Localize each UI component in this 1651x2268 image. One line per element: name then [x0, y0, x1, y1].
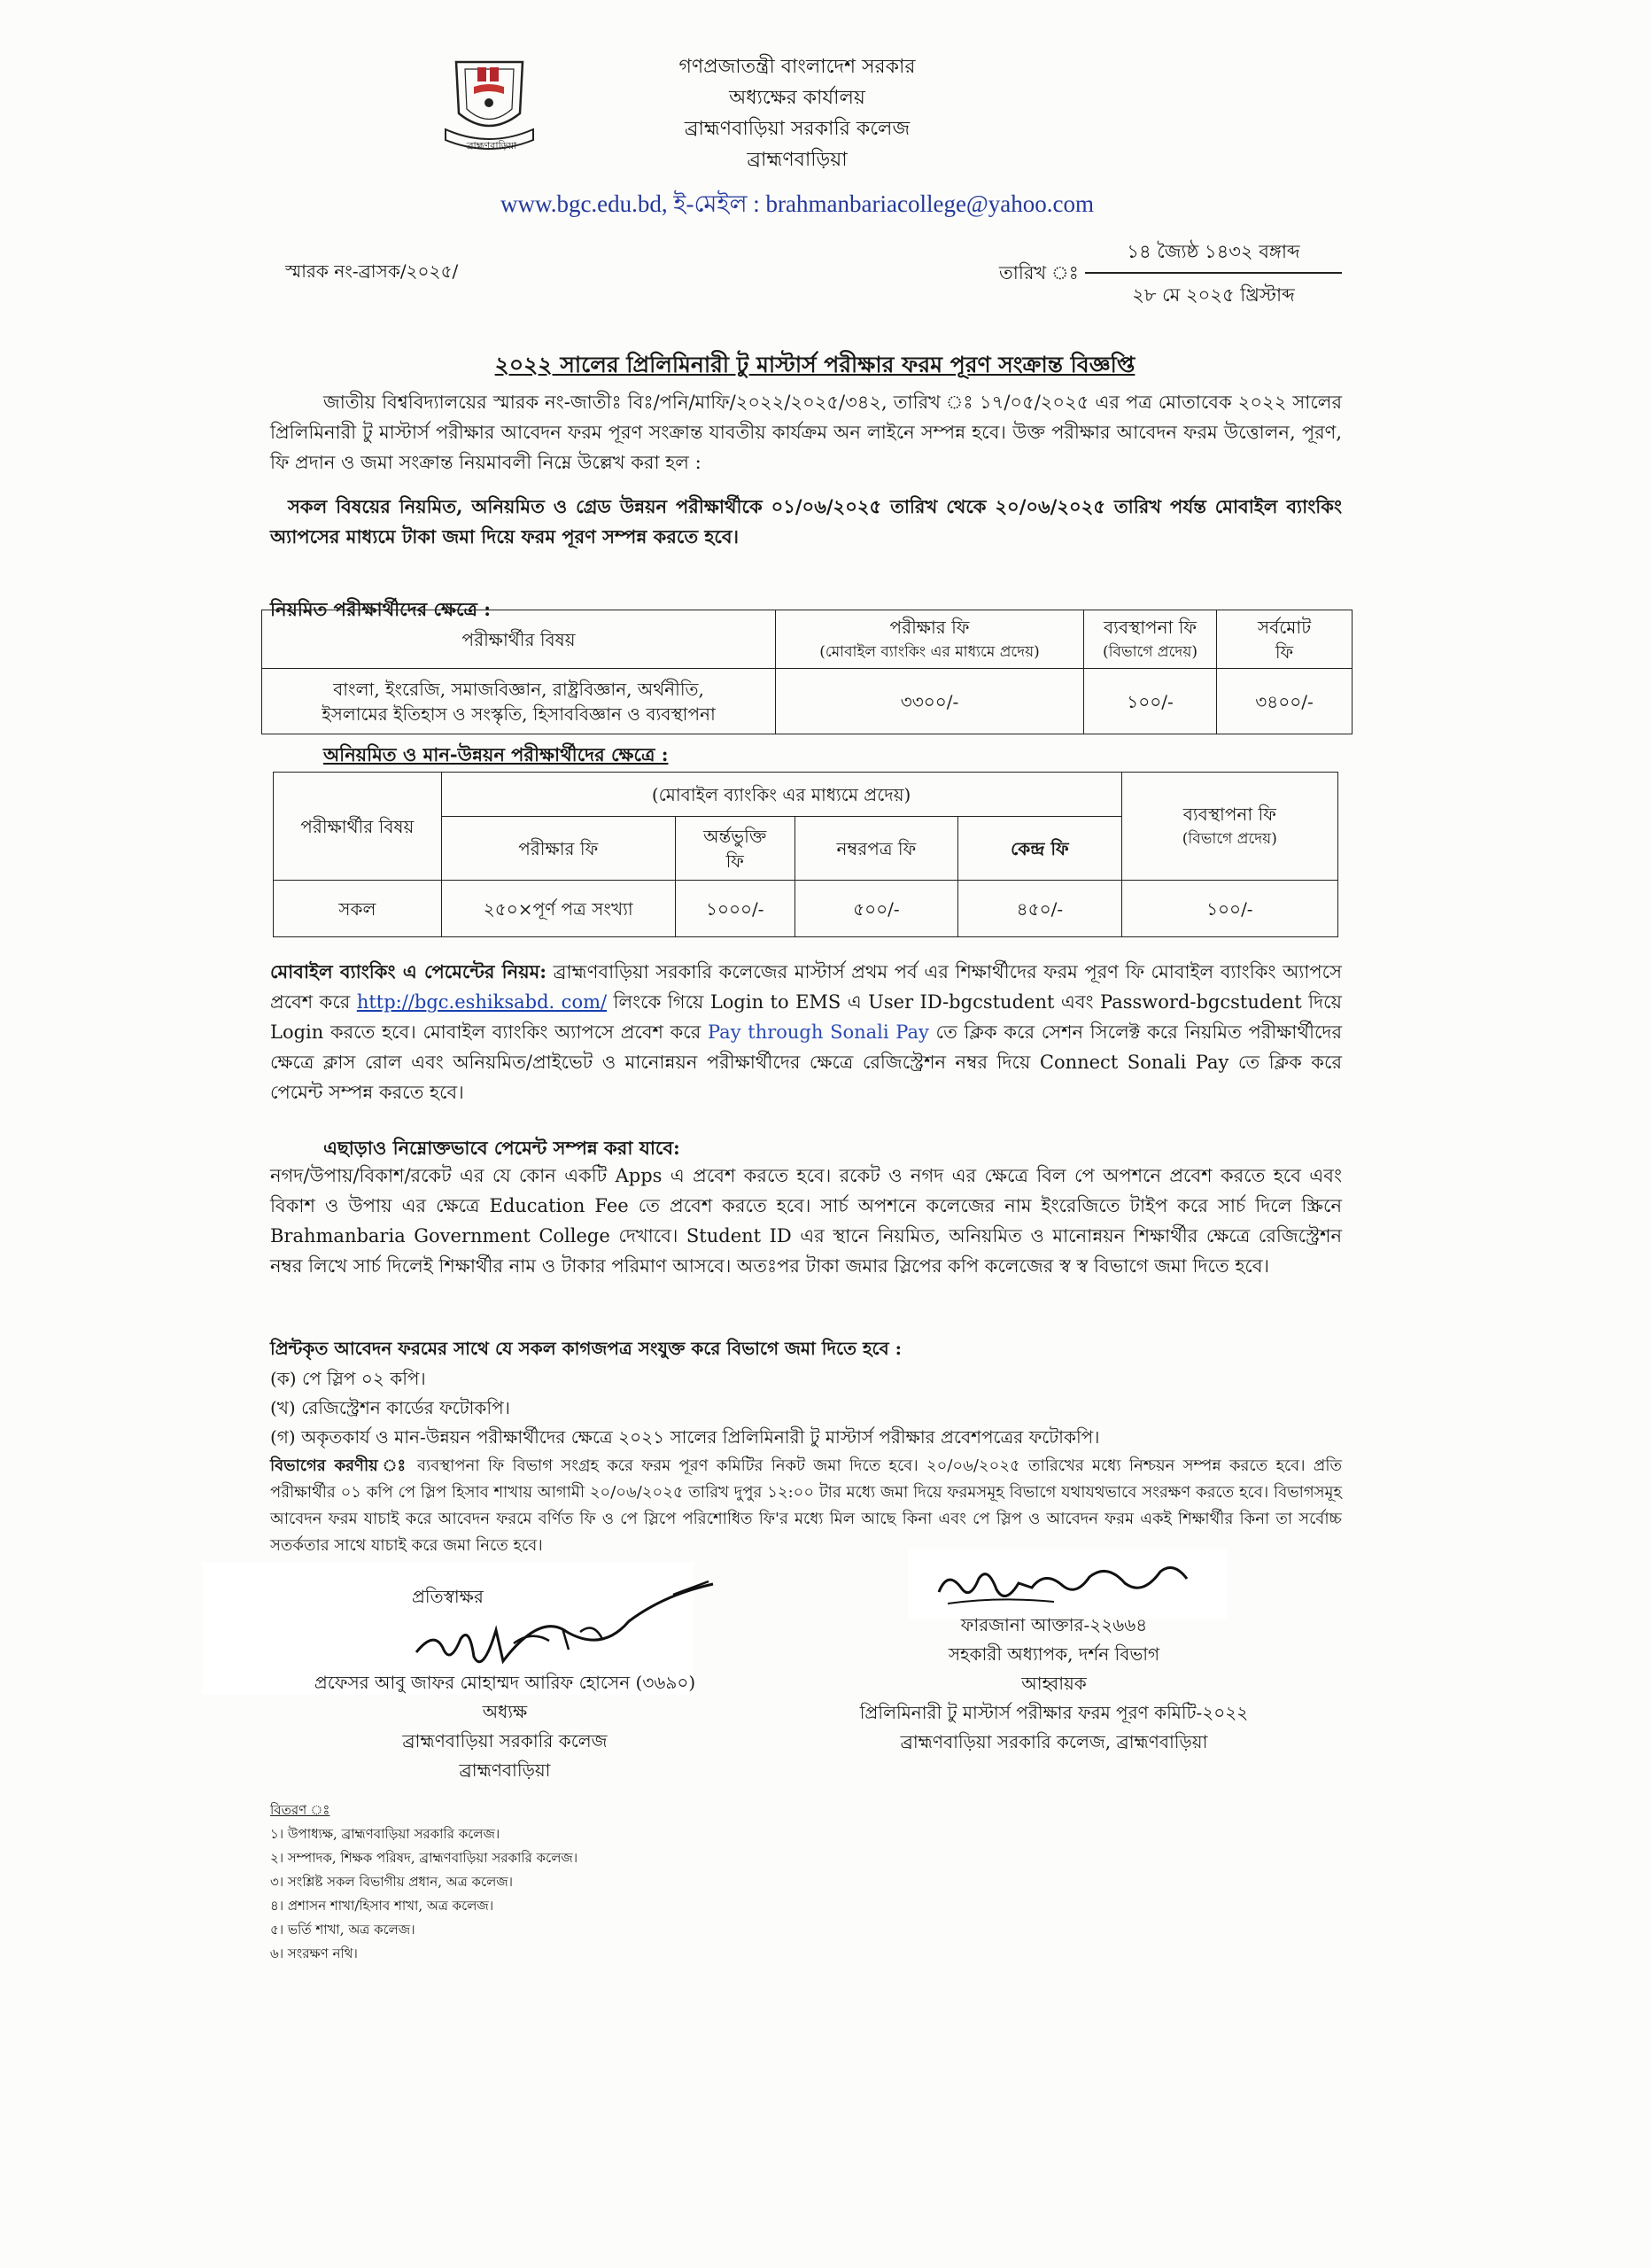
header-cell: পরীক্ষার ফি — [441, 817, 675, 881]
convener-name: ফারজানা আক্তার-২২৬৬৪ — [960, 1614, 1148, 1635]
header-cell — [776, 610, 1084, 669]
table-cell — [262, 669, 776, 734]
sonali-pay-text: Pay through Sonali Pay — [708, 1021, 929, 1043]
table-cell: ৩৩০০/- — [776, 669, 1084, 734]
letterhead — [549, 51, 1045, 175]
documents-heading: প্রিন্টকৃত আবেদন ফরমের সাথে যে সকল কাগজপত্র সংযুক্ত করে বিভাগে জমা দিতে হবে : — [270, 1338, 903, 1359]
distribution-list — [270, 1798, 577, 1966]
convener-block — [833, 1611, 1275, 1757]
cell-text: ব্যবস্থাপনা ফি — [1182, 803, 1276, 825]
header-cell: নম্বরপত্র ফি — [794, 817, 958, 881]
table-row — [262, 610, 1353, 669]
web-email-line: www.bgc.edu.bd, ই-মেইল : brahmanbariacollege@yahoo.com — [500, 190, 1095, 217]
header-cell — [675, 817, 794, 881]
list-item: ৪। প্রশাসন শাখা/হিসাব শাখা, অত্র কলেজ। — [270, 1898, 494, 1914]
date-english: ২৮ মে ২০২৫ খ্রিস্টাব্দ — [1132, 284, 1295, 306]
countersign-label — [239, 1582, 771, 1612]
header-cell — [1217, 610, 1353, 669]
list-item: ১। উপাধ্যক্ষ, ব্রাহ্মণবাড়িয়া সরকারি কলেজ। — [270, 1826, 500, 1842]
table-cell: ১০০/- — [1121, 881, 1337, 937]
payment-text-3: তে ক্লিক করে সেশন সিলেক্ট করে নিয়মিত পরীক্ষার্থীদের ক্ষেত্রে ক্লাস রোল এবং অনিয়মিত/প্রাইভেট ও মানোন্নয়ন পরীক্ষার্থীদের ক্ষেত্রে রেজিস্ট্রেশন নম্বর দিয়ে Connect Sonali Pay তে ক্লিক করে পেমেন্ট সম্পন্ন করতে হবে। — [270, 1021, 1343, 1103]
header-cell — [1084, 610, 1217, 669]
table-cell: ১০০/- — [1084, 669, 1217, 734]
header-cell: কেন্দ্র ফি — [958, 817, 1121, 881]
payment-rules-paragraph — [270, 957, 1342, 1107]
list-item: ৫। ভর্তি শাখা, অত্র কলেজ। — [270, 1922, 415, 1938]
list-item: ৬। সংরক্ষণ নথি। — [270, 1946, 358, 1961]
committee-name: প্রিলিমিনারী টু মাস্টার্স পরীক্ষার ফরম পূরণ কমিটি-২০২২ — [859, 1702, 1249, 1723]
header-cell: পরীক্ষার্থীর বিষয় — [274, 773, 442, 881]
date-block — [1085, 237, 1342, 312]
city-line: ব্রাহ্মণবাড়িয়া — [747, 149, 848, 171]
table-cell: ২৫০×পূর্ণ পত্র সংখ্যা — [441, 881, 675, 937]
distribution-heading: বিতরণ ঃ — [270, 1802, 330, 1818]
date-label: তারিখ ঃ — [999, 262, 1079, 284]
office-line: অধ্যক্ষের কার্যালয় — [729, 87, 865, 109]
principal-block — [239, 1668, 771, 1785]
table-row — [262, 669, 1353, 734]
countersign-text: প্রতিস্বাক্ষর — [412, 1586, 484, 1607]
header-cell — [262, 610, 776, 669]
list-item: (গ) অকৃতকার্য ও মান-উন্নয়ন পরীক্ষার্থীদের ক্ষেত্রে ২০২১ সালের প্রিলিমিনারী টু মাস্টার্স পরীক্ষার প্রবেশপত্রের ফটোকপি। — [270, 1426, 1100, 1448]
payment-text-2: লিংকে গিয়ে Login to EMS এ User ID-bgcstudent এবং Password-bgcstudent দিয়ে Login করতে হবে। মোবাইল ব্যাংকিং অ্যাপসে প্রবেশ করে — [270, 991, 1342, 1043]
other-payment-heading: এছাড়াও নিম্নোক্তভাবে পেমেন্ট সম্পন্ন করা যাবে: — [323, 1137, 680, 1159]
cell-text: পরীক্ষার্থীর বিষয় — [461, 628, 576, 650]
other-payment-paragraph: নগদ/উপায়/বিকাশ/রকেট এর যে কোন একটি Apps এ প্রবেশ করতে হবে। রকেট ও নগদ এর ক্ষেত্রে বিল পে অপশনে প্রবেশ করতে হবে এবং বিকাশ ও উপায় এর ক্ষেত্রে Education Fee তে প্রবেশ করতে হবে। সার্চ অপশনে কলেজের নাম ইংরেজিতে টাইপ করে সার্চ দিলে স্ক্রিনে Brahmanbaria Government College দেখাবে। Student ID এর স্থানে নিয়মিত, অনিয়মিত ও মানোন্নয়ন শিক্ষার্থীর ক্ষেত্রে রেজিস্ট্রেশন নম্বর লিখে সার্চ দিলেই শিক্ষার্থীর নাম ও টাকার পরিমাণ আসবে। অতঃপর টাকা জমার স্লিপের কপি কলেজের স্ব স্ব বিভাগে জমা দিতে হবে। — [270, 1165, 1342, 1277]
list-item: (ক) পে স্লিপ ০২ কপি। — [270, 1368, 426, 1389]
college-line: ব্রাহ্মণবাড়িয়া সরকারি কলেজ — [684, 118, 911, 140]
memo-number: স্মারক নং-ব্রাসক/২০২৫/ — [285, 260, 459, 282]
cell-text: পরীক্ষার ফি — [889, 616, 970, 638]
principal-name: প্রফেসর আবু জাফর মোহাম্মদ আরিফ হোসেন (৩৬৯০) — [314, 1672, 696, 1693]
irregular-fee-table — [273, 772, 1338, 937]
deadline-paragraph: সকল বিষয়ের নিয়মিত, অনিয়মিত ও গ্রেড উন্নয়ন পরীক্ষার্থীকে ০১/০৬/২০২৫ তারিখ থেকে ২০/০৬/২০২৫ তারিখ পর্যন্ত মোবাইল ব্যাংকিং অ্যাপসের মাধ্যমে টাকা জমা দিয়ে ফরম পূরণ সম্পন্ন করতে হবে। — [270, 495, 1342, 548]
govt-line: গণপ্রজাতন্ত্রী বাংলাদেশ সরকার — [678, 56, 916, 78]
cell-text: (বিভাগে প্রদেয়) — [1182, 829, 1277, 848]
payment-text-1: ব্রাহ্মণবাড়িয়া সরকারি কলেজের মাস্টার্স প্রথম পর্ব এর শিক্ষার্থীদের ফরম পূরণ ফি মোবাইল ব্যাংকিং অ্যাপসে প্রবেশ করে — [270, 961, 1342, 1013]
table-row — [274, 881, 1338, 937]
table-cell: ১০০০/- — [675, 881, 794, 937]
list-item: (খ) রেজিস্ট্রেশন কার্ডের ফটোকপি। — [270, 1397, 510, 1418]
date-bangla: ১৪ জ্যৈষ্ঠ ১৪৩২ বঙ্গাব্দ — [1085, 237, 1342, 274]
table-cell: ৩৪০০/- — [1217, 669, 1353, 734]
principal-org: ব্রাহ্মণবাড়িয়া সরকারি কলেজ — [402, 1730, 608, 1751]
irregular-heading: অনিয়মিত ও মান-উন্নয়ন পরীক্ষার্থীদের ক্ষেত্রে : — [323, 743, 669, 765]
table-cell: ৪৫০/- — [958, 881, 1121, 937]
header-cell: (মোবাইল ব্যাংকিং এর মাধ্যমে প্রদেয়) — [441, 773, 1121, 817]
cell-text: ইসলামের ইতিহাস ও সংস্কৃতি, হিসাববিজ্ঞান ও ব্যবস্থাপনা — [322, 703, 716, 725]
table-row — [274, 773, 1338, 817]
regular-fee-table — [261, 610, 1353, 734]
payment-heading: মোবাইল ব্যাংকিং এ পেমেন্টের নিয়ম: — [270, 960, 546, 983]
cell-text: সর্বমোট — [1257, 616, 1312, 638]
cell-text: অর্ন্তভুক্তি — [703, 825, 767, 847]
duty-label: বিভাগের করণীয় ঃ — [270, 1456, 409, 1475]
cell-text: ফি — [1275, 641, 1294, 663]
intro-paragraph: জাতীয় বিশ্ববিদ্যালয়ের স্মারক নং-জাতীঃ বিঃ/পনি/মাফি/২০২২/২০২৫/৩৪২, তারিখ ঃ ১৭/০৫/২০২৫ এর পত্র মোতাবেক ২০২২ সালের প্রিলিমিনারী টু মাস্টার্স পরীক্ষার আবেদন ফরম পূরণ সংক্রান্ত যাবতীয় কার্যক্রম অন লাইনে সম্পন্ন হবে। উক্ত পরীক্ষার আবেদন ফরম উত্তোলন, পূরণ, ফি প্রদান ও জমা সংক্রান্ত নিয়মাবলী নিম্নে উল্লেখ করা হল : — [270, 392, 1342, 473]
principal-role: অধ্যক্ষ — [482, 1701, 528, 1722]
convener-role: সহকারী অধ্যাপক, দর্শন বিভাগ — [948, 1643, 1160, 1665]
convener-signature — [930, 1552, 1205, 1614]
table-cell: ৫০০/- — [794, 881, 958, 937]
convener-title: আহ্বায়ক — [1021, 1673, 1087, 1694]
documents-list — [270, 1364, 1099, 1452]
department-duty-paragraph — [270, 1453, 1342, 1559]
regular-heading: নিয়মিত পরীক্ষার্থীদের ক্ষেত্রে : — [270, 598, 491, 620]
header-cell — [1121, 773, 1337, 881]
convener-org: ব্রাহ্মণবাড়িয়া সরকারি কলেজ, ব্রাহ্মণবাড়িয়া — [900, 1731, 1208, 1752]
list-item: ৩। সংশ্লিষ্ট সকল বিভাগীয় প্রধান, অত্র কলেজ। — [270, 1874, 514, 1890]
table-cell: সকল — [274, 881, 442, 937]
cell-text: ফি — [725, 850, 744, 872]
principal-city: ব্রাহ্মণবাড়িয়া — [459, 1759, 551, 1781]
cell-text: (মোবাইল ব্যাংকিং এর মাধ্যমে প্রদেয়) — [819, 642, 1040, 661]
notice-title: ২০২২ সালের প্রিলিমিনারী টু মাস্টার্স পরীক্ষার ফরম পূরণ সংক্রান্ত বিজ্ঞপ্তি — [494, 352, 1136, 377]
list-item: ২। সম্পাদক, শিক্ষক পরিষদ, ব্রাহ্মণবাড়িয়া সরকারি কলেজ। — [270, 1850, 578, 1866]
eshiksa-link[interactable]: http://bgc.eshiksabd. com/ — [356, 991, 608, 1013]
duty-text: ব্যবস্থাপনা ফি বিভাগ সংগ্রহ করে ফরম পূরণ কমিটির নিকট জমা দিতে হবে। ২০/০৬/২০২৫ তারিখের মধ্যে নিশ্চয়ন সম্পন্ন করতে হবে। প্রতি পরীক্ষার্থীর ০১ কপি পে স্লিপ হিসাব শাখায় আগামী ২০/০৬/২০২৫ তারিখ দুপুর ১২:০০ টার মধ্যে জমা দিয়ে ফরমসমূহ বিভাগে যথাযথভাবে সংরক্ষণ করতে হবে। বিভাগসমূহ আবেদন ফরম যাচাই করে আবেদন ফরমে বর্ণিত ফি ও পে স্লিপে পরিশোধিত ফি'র মধ্যে মিল আছে কিনা এবং পে স্লিপ ও আবেদন ফরম একই শিক্ষার্থীর কিনা তা সর্বোচ্চ সতর্কতার সাথে যাচাই করে জমা নিতে হবে। — [270, 1456, 1342, 1555]
logo-caption: ব্রাহ্মণবাড়িয়া — [466, 140, 517, 151]
cell-text: ব্যবস্থাপনা ফি — [1103, 616, 1198, 638]
cell-text: বাংলা, ইংরেজি, সমাজবিজ্ঞান, রাষ্ট্রবিজ্ঞান, অর্থনীতি, — [333, 678, 704, 700]
cell-text: (বিভাগে প্রদেয়) — [1102, 642, 1198, 661]
